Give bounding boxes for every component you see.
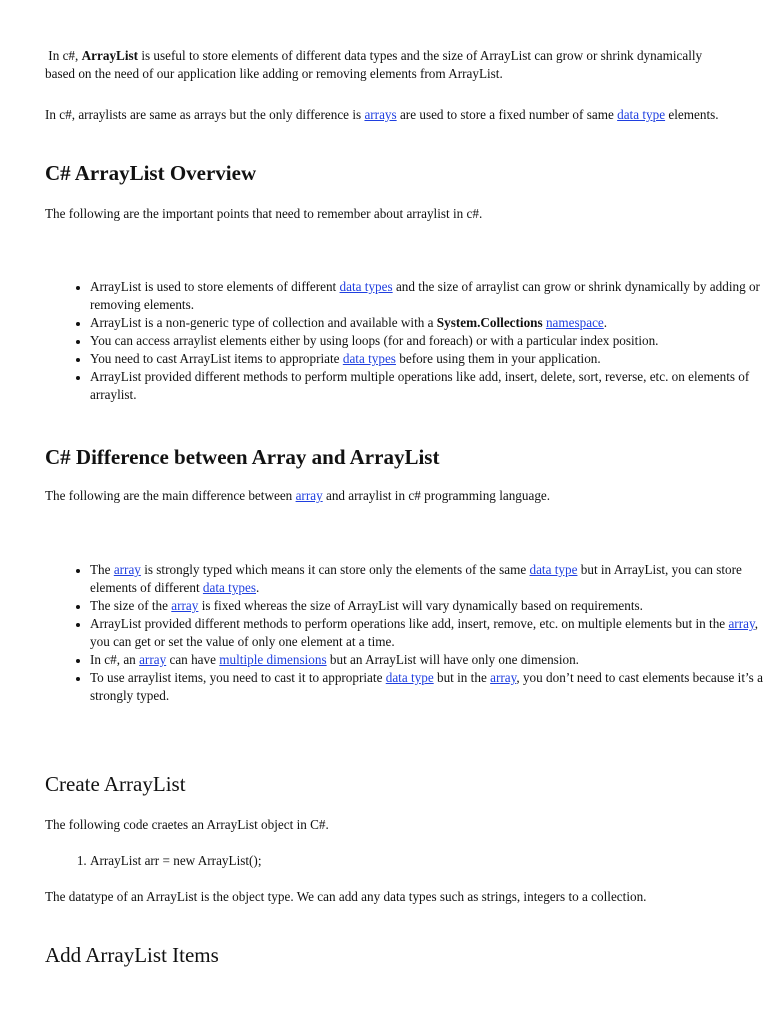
difference-list <box>45 561 768 705</box>
overview-lead: The following are the important points that need to remember about arraylist in c#. <box>45 206 483 221</box>
arraylist-bold-term: ArrayList <box>81 48 139 63</box>
create-lead: The following code craetes an ArrayList object in C#. <box>45 817 329 832</box>
code-line: 1. ArrayList arr = new ArrayList(); <box>90 852 768 870</box>
list-item: • ArrayList is used to store elements of different data types and the size of arraylist can grow or shrink dynamically by adding or removing elements. <box>90 278 768 314</box>
difference-heading: C# Difference between Array and ArrayList <box>45 445 440 469</box>
list-item: • You can access arraylist elements either by using loops (for and foreach) or with a particular index position. <box>90 332 768 350</box>
arrays-link[interactable]: arrays <box>364 107 397 122</box>
list-item: • ArrayList provided different methods to perform multiple operations like add, insert, delete, sort, reverse, etc. on elements of arraylist. <box>90 368 768 404</box>
list-item: • ArrayList provided different methods to perform operations like add, insert, remove, etc. on multiple elements but in the array, you can get or set the value of only one element at a time. <box>90 615 768 651</box>
list-item: • To use arraylist items, you need to cast it to appropriate data type but in the array, you don’t need to cast elements because it’s a strongly typed. <box>90 669 768 705</box>
array-link[interactable]: array <box>139 652 167 667</box>
array-link[interactable]: array <box>728 616 755 631</box>
difference-lead: The following are the main difference between array and arraylist in c# programming language. <box>45 488 551 503</box>
data-type-link[interactable]: data type <box>617 107 666 122</box>
overview-list <box>45 278 768 404</box>
add-heading: Add ArrayList Items <box>45 943 219 967</box>
data-types-link[interactable]: data types <box>339 279 393 294</box>
data-types-link[interactable]: data types <box>202 580 257 595</box>
intro-paragraph-2: In c#, arraylists are same as arrays but the only difference is arrays are used to store a fixed number of same data type elements. <box>45 107 719 122</box>
array-link[interactable]: array <box>490 670 517 685</box>
create-heading: Create ArrayList <box>45 772 186 796</box>
array-link[interactable]: array <box>171 598 199 613</box>
namespace-link[interactable]: namespace <box>545 315 604 330</box>
data-type-link[interactable]: data type <box>529 562 578 577</box>
data-types-link[interactable]: data types <box>342 351 396 366</box>
system-collections-bold: System.Collections <box>436 315 543 330</box>
list-item: • The size of the array is fixed whereas the size of ArrayList will vary dynamically based on requirements. <box>90 597 768 615</box>
multiple-dimensions-link[interactable]: multiple dimensions <box>219 652 327 667</box>
list-item: • You need to cast ArrayList items to appropriate data types before using them in your application. <box>90 350 768 368</box>
list-item: • ArrayList is a non-generic type of collection and available with a System.Collections namespace. <box>90 314 768 332</box>
code-listing <box>45 852 768 870</box>
array-link[interactable]: array <box>113 562 141 577</box>
list-item: • The array is strongly typed which means it can store only the elements of the same data type but in ArrayList, you can store elements of different data types. <box>90 561 768 597</box>
overview-heading: C# ArrayList Overview <box>45 161 257 185</box>
data-type-link[interactable]: data type <box>385 670 434 685</box>
array-link[interactable]: array <box>295 488 323 503</box>
datatype-note: The datatype of an ArrayList is the object type. We can add any data types such as strings, integers to a collection. <box>45 889 647 904</box>
list-item: • In c#, an array can have multiple dimensions but an ArrayList will have only one dimension. <box>90 651 768 669</box>
intro-paragraph-1: In c#, ArrayList is useful to store elements of different data types and the size of ArrayList can grow or shrink dynamically based on the need of our application like adding or removing elements from ArrayList. <box>45 48 703 81</box>
